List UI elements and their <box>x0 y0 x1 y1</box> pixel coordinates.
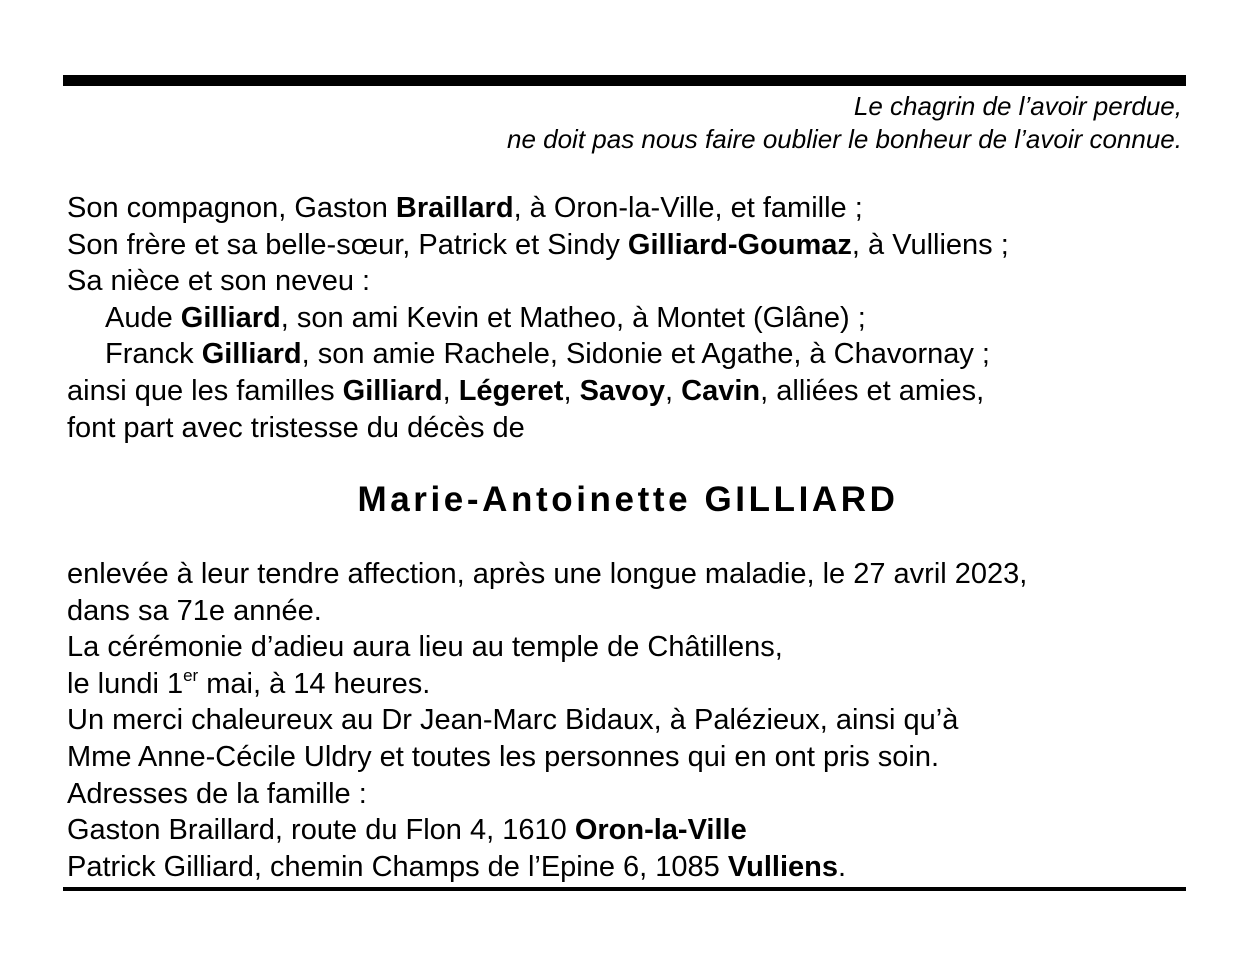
text-segment: . <box>838 850 847 883</box>
address-line-2 <box>67 849 1027 886</box>
details-line-7: Adresses de la famille : <box>67 777 367 810</box>
details-line-6: Mme Anne-Cécile Uldry et toutes les personnes qui en ont pris soin. <box>67 740 940 773</box>
surname: Gilliard <box>180 301 281 334</box>
locality: Vulliens <box>727 850 838 883</box>
text-segment: Son compagnon, Gaston <box>67 192 396 224</box>
text-segment: , son amie Rachele, Sidonie et Agathe, à Chavornay ; <box>301 338 990 371</box>
details-line-5: Un merci chaleureux au Dr Jean-Marc Bidaux, à Palézieux, ainsi qu’à <box>67 704 959 737</box>
text-segment: , <box>563 374 580 407</box>
text-segment: ainsi que les familles <box>67 374 343 407</box>
text-segment: le lundi 1 <box>67 667 184 700</box>
text-segment: Gaston Braillard, route du Flon 4, 1610 <box>67 814 575 847</box>
ordinal-superscript: er <box>183 665 199 685</box>
surname: Légeret <box>458 374 564 407</box>
announcement-text <box>67 190 1009 446</box>
text-segment: Aude <box>105 301 181 334</box>
text-segment: Franck <box>105 338 202 371</box>
details-line-3: La cérémonie d’adieu aura lieu au temple de Châtillens, <box>67 631 783 664</box>
surname: Savoy <box>579 374 666 407</box>
text-segment: , à Oron-la-Ville, et famille ; <box>513 192 863 224</box>
details-text <box>67 556 1027 885</box>
text-segment: , à Vulliens ; <box>851 228 1009 261</box>
text-segment: , son ami Kevin et Matheo, à Montet (Glâne) ; <box>280 301 866 334</box>
details-line-4 <box>67 666 1027 703</box>
details-line-2: dans sa 71e année. <box>67 594 322 627</box>
bottom-rule <box>63 887 1186 891</box>
announcement-line-7: font part avec tristesse du décès de <box>67 411 525 444</box>
announcement-line-4 <box>67 300 1009 337</box>
text-segment: , alliées et amies, <box>760 374 985 407</box>
announcement-line-6 <box>67 373 1009 410</box>
text-segment: Son frère et sa belle-sœur, Patrick et Sindy <box>67 228 628 261</box>
announcement-line-1 <box>67 190 1009 227</box>
announcement-line-5 <box>67 336 1009 373</box>
surname: Gilliard-Goumaz <box>627 228 852 261</box>
announcement-line-2 <box>67 227 1009 264</box>
epigraph-line-2: ne doit pas nous faire oublier le bonheur de l’avoir connue. <box>506 124 1182 154</box>
epigraph <box>507 90 1182 156</box>
text-segment: mai, à 14 heures. <box>198 667 431 700</box>
text-segment: , <box>665 374 682 407</box>
address-line-1 <box>67 812 1027 849</box>
surname: Cavin <box>681 374 761 407</box>
surname: Gilliard <box>342 374 443 407</box>
text-segment: Patrick Gilliard, chemin Champs de l’Epine 6, 1085 <box>67 850 728 883</box>
surname: Gilliard <box>201 338 302 371</box>
locality: Oron-la-Ville <box>574 814 747 847</box>
epigraph-line-1: Le chagrin de l’avoir perdue, <box>853 91 1182 121</box>
text-segment: , <box>442 374 459 407</box>
surname: Braillard <box>395 192 514 224</box>
announcement-line-3: Sa nièce et son neveu : <box>67 265 371 298</box>
details-line-1: enlevée à leur tendre affection, après une longue maladie, le 27 avril 2023, <box>67 558 1028 590</box>
top-rule <box>63 75 1186 86</box>
deceased-name: Marie-Antoinette GILLIARD <box>357 480 899 519</box>
